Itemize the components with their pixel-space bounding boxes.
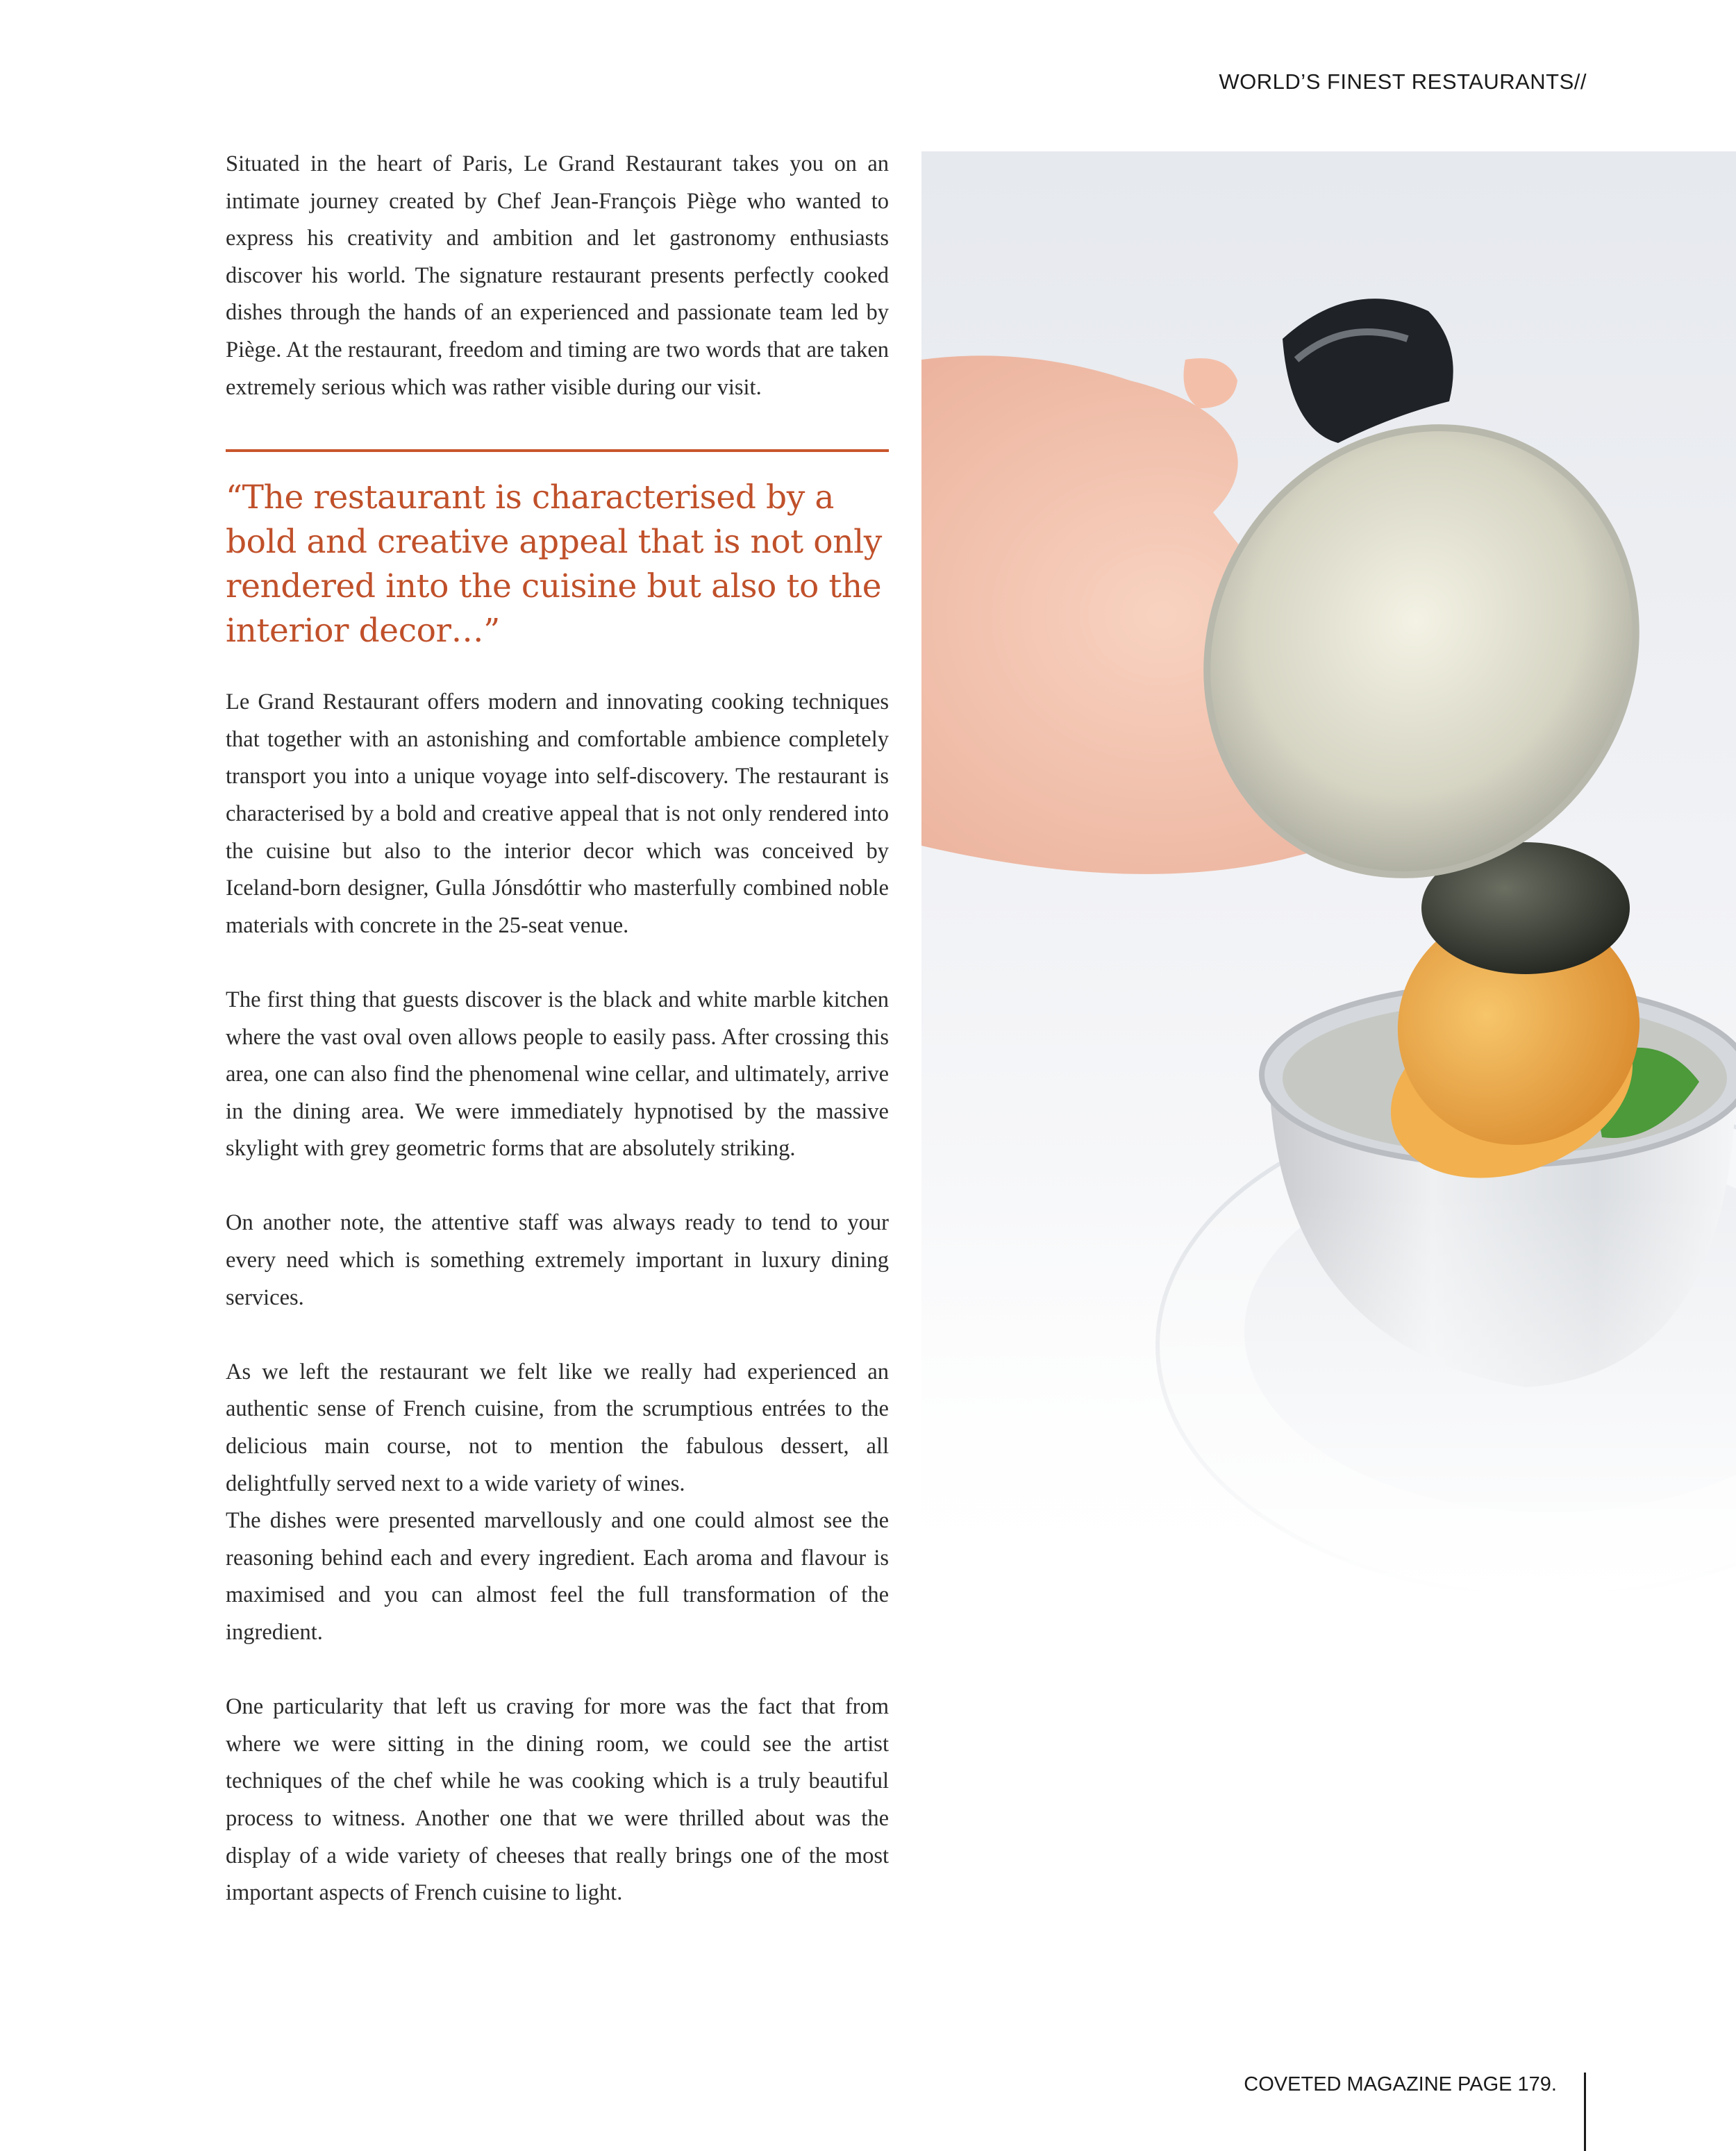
page-number-footer: COVETED MAGAZINE PAGE 179. bbox=[1244, 2073, 1557, 2095]
photo-illustration bbox=[921, 151, 1736, 1596]
pull-quote-divider bbox=[226, 449, 889, 452]
paragraph-kitchen: The first thing that guests discover is the black and white marble kitchen where the vast oval oven allows people to easily pass. After crossing this area, one can also find the phenomenal wine cellar, and ultimately, arrive in the dining area. We were immediately hypnotised by the massive skylight with grey geometric forms that are absolutely striking. bbox=[226, 987, 889, 1162]
paragraph-particularity: One particularity that left us craving for more was the fact that from where we were sitting in the dining room, we could see the artist techniques of the chef while he was cooking which is a truly beautiful process to witness. Another one that we were thrilled about was the display of a wide variety of cheeses that really brings one of the most important aspects of French cuisine to light. bbox=[226, 1694, 889, 1906]
section-header: WORLD’S FINEST RESTAURANTS// bbox=[1219, 69, 1587, 94]
article-column bbox=[226, 146, 889, 1912]
intro-paragraph: Situated in the heart of Paris, Le Grand Restaurant takes you on an intimate journey created by Chef Jean-François Piège who wanted to express his creativity and ambition and let gastronomy enthusiasts discover his world. The signature restaurant presents perfectly cooked dishes through the hands of an experienced and passionate team led by Piège. At the restaurant, freedom and timing are two words that are taken extremely serious which was rather visible during our visit. bbox=[226, 151, 889, 400]
footer-divider-line bbox=[1584, 2073, 1586, 2151]
pull-quote: “The restaurant is characterised by a bold and creative appeal that is not only rendered into the cuisine but also to the interior decor…” bbox=[226, 478, 882, 651]
paragraph-design: Le Grand Restaurant offers modern and innovating cooking techniques that together with an astonishing and comfortable ambience completely transport you into a unique voyage into self-discovery. The restaurant is characterised by a bold and creative appeal that is not only rendered into the cuisine but also to the interior decor which was conceived by Iceland-born designer, Gulla Jónsdóttir who masterfully combined noble materials with concrete in the 25-seat venue. bbox=[226, 689, 889, 938]
caviar-dish-photo bbox=[921, 151, 1736, 1596]
paragraph-staff: On another note, the attentive staff was always ready to tend to your every need which is something extremely important in luxury dining services. bbox=[226, 1210, 889, 1310]
paragraph-dishes: The dishes were presented marvellously and one could almost see the reasoning behind each and every ingredient. Each aroma and flavour is maximised and you can almost feel the full transformation of the ingredient. bbox=[226, 1508, 889, 1645]
paragraph-cuisine: As we left the restaurant we felt like we really had experienced an authentic sense of French cuisine, from the scrumptious entrées to the delicious main course, not to mention the fabulous dessert, all delightfully served next to a wide variety of wines. bbox=[226, 1359, 889, 1496]
